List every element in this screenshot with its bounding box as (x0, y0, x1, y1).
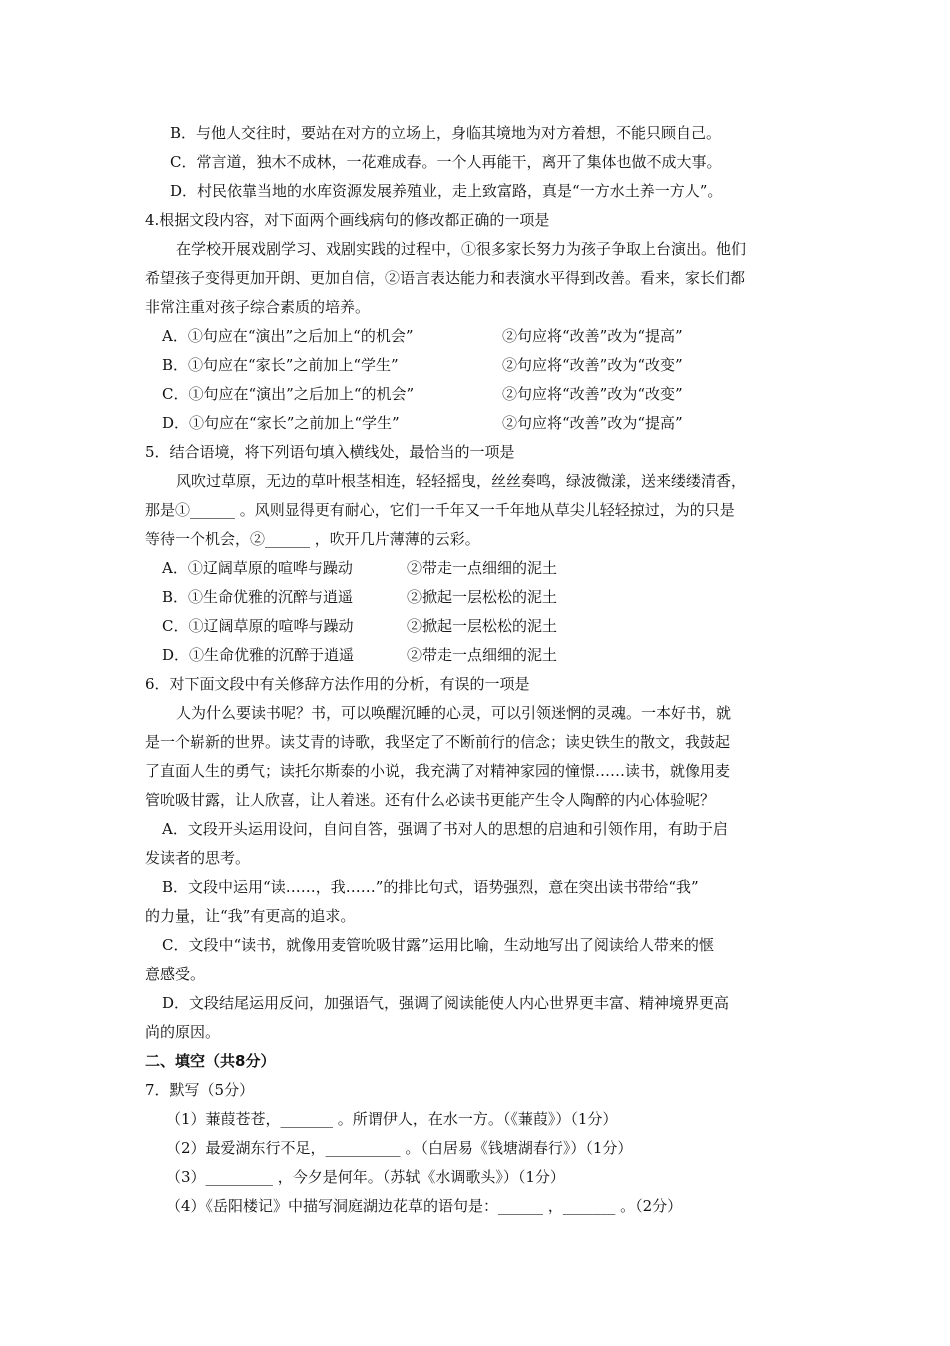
q4-option-a (162, 326, 683, 346)
q5-option-a-part1: A．①辽阔草原的喧哗与躁动 (162, 559, 353, 577)
q7-item-2: （2）最爱湖东行不足，__________ 。（白居易《钱塘湖春行》）（1分） (166, 1139, 633, 1157)
q6-passage-line-2: 是一个崭新的世界。读艾青的诗歌，我坚定了不断前行的信念；读史铁生的散文，我鼓起 (145, 733, 731, 751)
q4-option-c (162, 384, 683, 404)
q5-option-c (162, 616, 557, 636)
q5-option-a (162, 558, 557, 578)
q4-option-a-part2: ②句应将“改善”改为“提高” (502, 327, 683, 345)
q6-passage-line-4: 管吮吸甘露，让人欣喜，让人着迷。还有什么必读书更能产生令人陶醉的内心体验呢？ (145, 791, 716, 809)
q3-option-c: C．常言道，独木不成林，一花难成春。一个人再能干，离开了集体也做不成大事。 (170, 153, 722, 171)
q7-item-4: （4）《岳阳楼记》中描写洞庭湖边花草的语句是：______ ，_______ 。（2分） (166, 1197, 683, 1215)
q4-option-a-part1: A．①句应在“演出”之后加上“的机会” (162, 327, 414, 345)
q6-passage-line-3: 了直面人生的勇气；读托尔斯泰的小说，我充满了对精神家园的憧憬……读书，就像用麦 (145, 762, 731, 780)
q4-passage-line-2: 希望孩子变得更加开朗、更加自信，②语言表达能力和表演水平得到改善。看来，家长们都 (145, 269, 746, 287)
q7-item-3: （3）_________ ，今夕是何年。（苏轼《水调歌头》）（1分） (166, 1168, 565, 1186)
q5-option-d-part1: D．①生命优雅的沉醉于逍遥 (162, 646, 355, 664)
q7-item-1: （1）蒹葭苍苍，_______ 。所谓伊人，在水一方。（《蒹葭》）（1分） (166, 1110, 618, 1128)
q4-passage-line-1: 在学校开展戏剧学习、戏剧实践的过程中，①很多家长努力为孩子争取上台演出。他们 (176, 240, 747, 258)
q6-option-b-line-2: 的力量，让“我”有更高的追求。 (145, 907, 356, 925)
q6-option-c-line-2: 意感受。 (145, 965, 206, 983)
q5-passage-line-2: 那是①______ 。风则显得更有耐心，它们一千年又一千年地从草尖儿轻轻掠过，为的只是 (145, 501, 735, 519)
q5-option-b (162, 587, 557, 607)
q3-option-b: B．与他人交往时，要站在对方的立场上，身临其境地为对方着想，不能只顾自己。 (170, 124, 722, 142)
q4-option-b (162, 355, 683, 375)
q6-option-d-line-2: 尚的原因。 (145, 1023, 221, 1041)
q4-option-d (162, 413, 683, 433)
q6-option-d-line-1: D．文段结尾运用反问，加强语气，强调了阅读能使人内心世界更丰富、精神境界更高 (162, 994, 730, 1012)
q4-option-c-part1: C．①句应在“演出”之后加上“的机会” (162, 385, 415, 403)
q5-stem: 5．结合语境，将下列语句填入横线处，最恰当的一项是 (145, 443, 515, 461)
q5-option-b-part1: B．①生命优雅的沉醉与逍遥 (162, 588, 354, 606)
q5-passage-line-1: 风吹过草原，无边的草叶根茎相连，轻轻摇曳，丝丝奏鸣，绿波微漾，送来缕缕清香， (176, 472, 747, 490)
q6-option-b-line-1: B．文段中运用“读……，我……”的排比句式，语势强烈，意在突出读书带给“我” (162, 878, 699, 896)
q5-option-a-part2: ②带走一点细细的泥土 (407, 559, 558, 577)
q6-option-a-line-1: A．文段开头运用设问，自问自答，强调了书对人的思想的启迪和引领作用，有助于启 (162, 820, 728, 838)
q5-option-c-part2: ②掀起一层松松的泥土 (407, 617, 558, 635)
q4-option-c-part2: ②句应将“改善”改为“改变” (502, 385, 683, 403)
q5-option-d-part2: ②带走一点细细的泥土 (407, 646, 558, 664)
q4-option-b-part2: ②句应将“改善”改为“改变” (502, 356, 683, 374)
q4-passage-line-3: 非常注重对孩子综合素质的培养。 (145, 298, 371, 316)
q4-option-d-part2: ②句应将“改善”改为“提高” (502, 414, 683, 432)
q6-stem: 6．对下面文段中有关修辞方法作用的分析，有误的一项是 (145, 675, 530, 693)
q7-stem: 7．默写（5分） (145, 1081, 255, 1099)
q6-option-c-line-1: C．文段中“读书，就像用麦管吮吸甘露”运用比喻，生动地写出了阅读给人带来的惬 (162, 936, 714, 954)
q5-option-c-part1: C．①辽阔草原的喧哗与躁动 (162, 617, 354, 635)
q4-option-b-part1: B．①句应在“家长”之前加上“学生” (162, 356, 399, 374)
q4-stem: 4.根据文段内容，对下面两个画线病句的修改都正确的一项是 (145, 211, 550, 229)
q5-option-d (162, 645, 557, 665)
q4-option-d-part1: D．①句应在“家长”之前加上“学生” (162, 414, 400, 432)
q5-option-b-part2: ②掀起一层松松的泥土 (407, 588, 558, 606)
q3-option-d: D．村民依靠当地的水库资源发展养殖业，走上致富路，真是“一方水土养一方人”。 (170, 182, 723, 200)
section-2-heading: 二、填空（共8分） (145, 1052, 276, 1070)
q6-passage-line-1: 人为什么要读书呢？书，可以唤醒沉睡的心灵，可以引领迷惘的灵魂。一本好书，就 (176, 704, 732, 722)
q6-option-a-line-2: 发读者的思考。 (145, 849, 251, 867)
q5-passage-line-3: 等待一个机会，②______ ，吹开几片薄薄的云彩。 (145, 530, 480, 548)
